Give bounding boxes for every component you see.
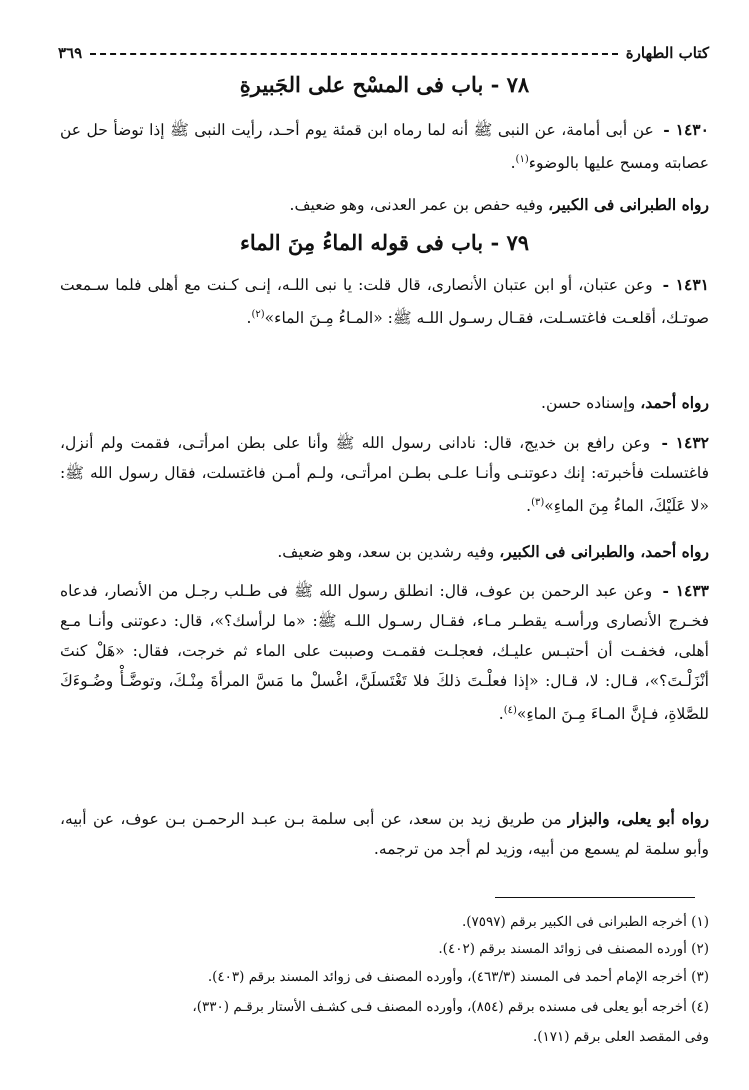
hadith-1430: ١٤٣٠ - عن أبى أمامة، عن النبى ﷺ أنه لما رماه ابن قمئة يوم أحـد، رأيت النبى ﷺ إذا توضأ حل عن عصابته ومسح عليها بالوضوء$^{(١)}$.	[60, 120, 709, 173]
hadith-number: ١٤٣٠ -	[663, 120, 709, 139]
footnote-1: (١) أخرجه الطبرانى فى الكبير برقم (٧٥٩٧).	[461, 914, 709, 930]
narration-note: وإسناده حسن.	[541, 394, 636, 412]
header-dashed-line	[90, 53, 618, 55]
narration-note: من طريق زيد بن سعد، عن أبى سلمة بـن عبـد الرحمـن بـن عوف، عن أبيه، وأبو سلمة لم يسمع من أبيه، وزيد لم أجد من ترجمه.	[60, 810, 709, 858]
section-heading-79: ٧٩ - باب فى قوله الماءُ مِنَ الماء	[239, 230, 530, 255]
footnote-2: (٢) أورده المصنف فى زوائد المسند برقم (٤٠٢).	[438, 941, 709, 957]
footnote-4: (٤) أخرجه أبو يعلى فى مسنده برقم (٨٥٤)، وأورده المصنف فـى كشـف الأستار برقـم (٣٣٠)،	[192, 999, 709, 1015]
hadith-text: وعن عبد الرحمن بن عوف، قال: انطلق رسول الله ﷺ فى طـلب رجـل من الأنصار، فدعاه فخـرج الأنصارى ورأسـه يقطـر مـاء، فقـال رسـول اللـه ﷺ: «ما لرأسك؟»، قال: دعوتنى وأنـا مـع أهلى، فخفـت أن أحتبـس عليـك، فعجلـت فقمـت وصببت على الماء ثم خرجت، فقال: «هَلْ كنتَ أنْزَلْـتَ؟»، قـال: لا، قـال: «إذا فعلْـتَ ذلكَ فلا تَغْتَسلَنَّ، اغْسلْ ما مَسَّ المرأةَ مِنْـكَ، وتوضَّـأْ وضُـوءَكَ للصَّلاةِ، فـإنَّ المـاءَ مِـنَ الماءِ»	[60, 582, 709, 724]
hadith-1431: ١٤٣١ - وعن عتبان، أو ابن عتبان الأنصارى، قال قلت: يا نبى اللـه، إنـى كـنت مع أهلى فلما سـمعت صوتـك، أقلعـت فاغتسـلت، فقـال رسـول اللـه ﷺ: «المـاءُ مِـنَ الماء»$^{(٢)}$.	[60, 275, 709, 328]
page-header	[58, 38, 709, 62]
footnote-ref: (٢)	[251, 309, 265, 320]
hadith-text: عن أبى أمامة، عن النبى ﷺ أنه لما رماه ابن قمئة يوم أحـد، رأيت النبى ﷺ إذا توضأ حل عن عصابته ومسح عليها بالوضوء	[60, 121, 709, 173]
hadith-number: ١٤٣١ -	[662, 275, 709, 294]
narration-1432	[60, 537, 709, 567]
hadith-text: وعن عتبان، أو ابن عتبان الأنصارى، قال قلت: يا نبى اللـه، إنـى كـنت مع أهلى فلما سـمعت صوتـك، أقلعـت فاغتسـلت، فقـال رسـول اللـه ﷺ: «المـاءُ مِـنَ الماء»	[60, 276, 709, 328]
section-heading-78: ٧٨ - باب فى المسْح على الجَبيرةِ	[239, 72, 530, 97]
hadith-number: ١٤٣٢ -	[661, 433, 709, 452]
narration-1430	[60, 190, 709, 220]
narration-source: رواه أحمد،	[640, 393, 709, 412]
footnote-separator	[495, 897, 695, 898]
narration-note: وفيه رشدين بن سعد، وهو ضعيف.	[277, 543, 495, 561]
footnote-ref: (٤)	[503, 705, 517, 716]
narration-source: رواه الطبرانى فى الكبير،	[548, 195, 709, 214]
footnote-4-continued: وفى المقصد العلى برقم (١٧١).	[532, 1029, 709, 1045]
hadith-1432: ١٤٣٢ - وعن رافع بن خديج، قال: نادانى رسول الله ﷺ وأنا على بطن امرأتـى، فقمت ولم أنزل، فاغتسلت فأخبرته: إنك دعوتنـى وأنـا علـى بطـن امرأتـى، ولـم أمـن فاغتسلت، فقال رسول الله ﷺ: «لا عَلَيْكَ، الماءُ مِنَ الماءِ»$^{(٣)}$.	[60, 433, 709, 516]
book-title: كتاب الطهارة	[625, 44, 709, 62]
hadith-text: وعن رافع بن خديج، قال: نادانى رسول الله ﷺ وأنا على بطن امرأتـى، فقمت ولم أنزل، فاغتسلت فأخبرته: إنك دعوتنـى وأنـا علـى بطـن امرأتـى، ولـم أمـن فاغتسلت، فقال رسول الله ﷺ: «لا عَلَيْكَ، الماءُ مِنَ الماءِ»	[60, 434, 709, 516]
narration-note: وفيه حفص بن عمر العدنى، وهو ضعيف.	[289, 196, 544, 214]
footnote-ref: (١)	[515, 154, 529, 165]
hadith-number: ١٤٣٣ -	[662, 581, 709, 600]
hadith-1433: ١٤٣٣ - وعن عبد الرحمن بن عوف، قال: انطلق رسول الله ﷺ فى طـلب رجـل من الأنصار، فدعاه فخـرج الأنصارى ورأسـه يقطـر مـاء، فقـال رسـول اللـه ﷺ: «ما لرأسك؟»، قال: دعوتنى وأنـا مـع أهلى، فخفـت أن أحتبـس عليـك، فعجلـت فقمـت وصببت على الماء ثم خرجت، فقال: «هَلْ كنتَ أنْزَلْـتَ؟»، قـال: لا، قـال: «إذا فعلْـتَ ذلكَ فلا تَغْتَسلَنَّ، اغْسلْ ما مَسَّ المرأةَ مِنْـكَ، وتوضَّـأْ وضُـوءَكَ للصَّلاةِ، فـإنَّ المـاءَ مِـنَ الماءِ»$^{(٤)}$.	[60, 581, 709, 724]
narration-source: رواه أحمد، والطبرانى فى الكبير،	[499, 542, 709, 561]
page-number: ٣٦٩	[58, 44, 83, 62]
narration-source: رواه أبو يعلى، والبزار	[568, 809, 710, 828]
narration-1431	[60, 388, 709, 418]
narration-1433	[60, 804, 709, 864]
footnote-ref: (٣)	[531, 497, 545, 508]
footnote-3: (٣) أخرجه الإمام أحمد فى المسند (٤٦٣/٣)، وأورده المصنف فى زوائد المسند برقم (٤٠٣).	[207, 969, 709, 985]
